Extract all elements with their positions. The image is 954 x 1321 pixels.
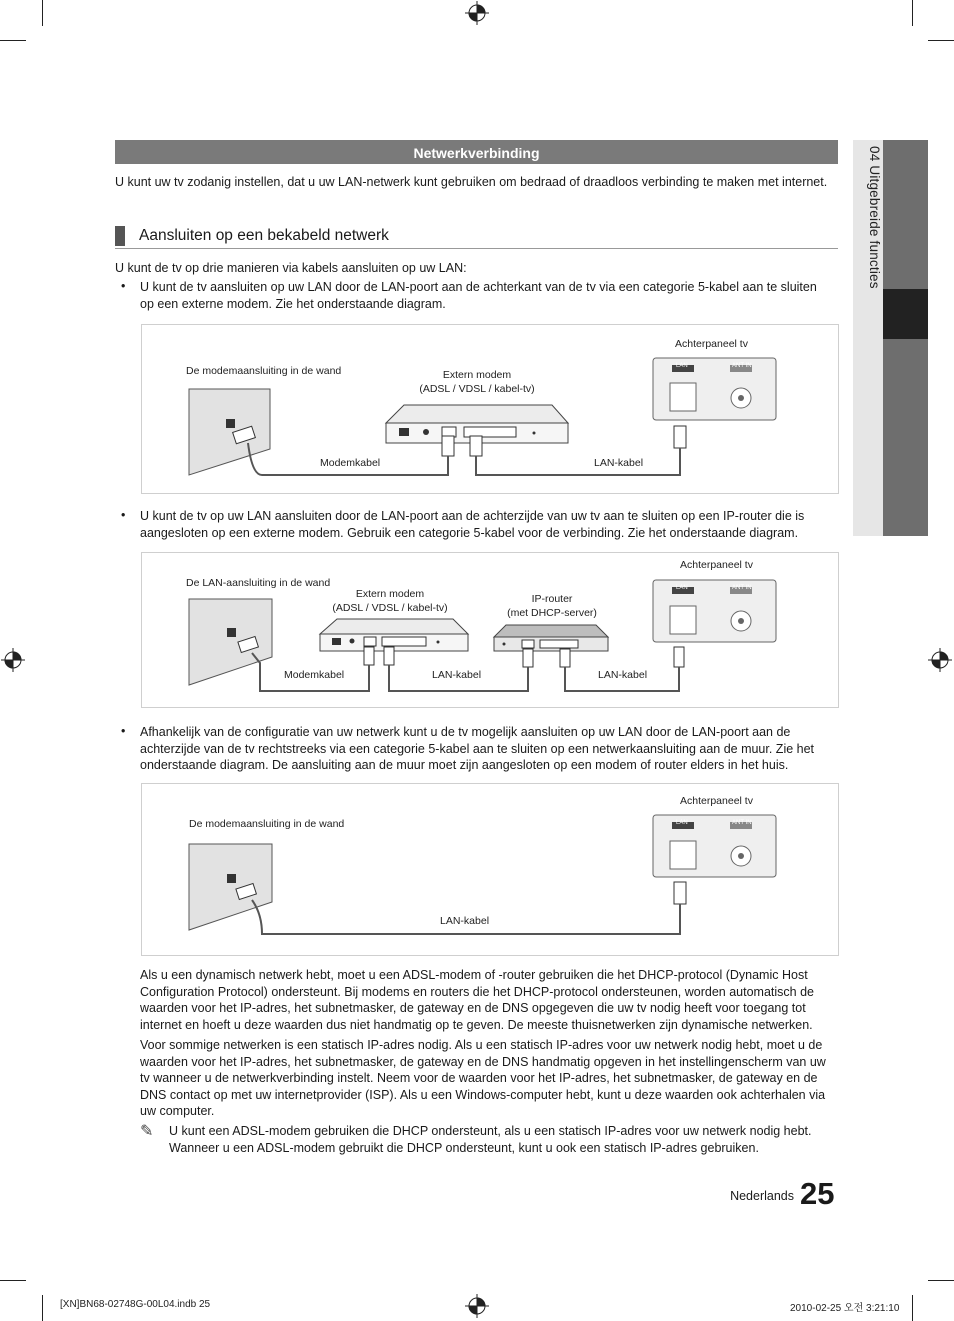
bullet-marker: •	[121, 279, 126, 293]
subheading-text: Aansluiten op een bekabeld netwerk	[139, 227, 389, 244]
registration-mark-bottom	[465, 1294, 489, 1318]
tv-plug-icon	[674, 647, 684, 667]
wall-label: De modemaansluiting in de wand	[186, 365, 342, 377]
modem-cable-label: Modemkabel	[320, 457, 381, 469]
modem-top	[320, 619, 468, 634]
lan-port-label: LAN	[676, 585, 688, 591]
diagram-router-connection	[141, 552, 839, 708]
lan-port-label: LAN	[676, 363, 688, 369]
ant-port-label: ANT IN	[732, 820, 752, 826]
lan-cable-label: LAN-kabel	[598, 669, 648, 681]
router-lan-ports-icon	[540, 640, 578, 648]
ant-port-label: ANT IN	[732, 363, 752, 369]
diagram-3-graphic	[142, 784, 838, 955]
antenna-port-center	[738, 618, 744, 624]
bullet-item: Afhankelijk van de configuratie van uw netwerk kunt u de tv mogelijk aansluiten op uw LAN door de LAN-poort aan de achterzijde van de tv rechtstreeks via een categorie 5-kabel aan te sluiten op een netwerkaansluiting aan de muur. Zie het onderstaande diagram. De aansluiting aan de muur moet zijn aangesloten op een modem of router elders in het huis.	[140, 725, 815, 773]
router-wan-port-icon	[522, 640, 534, 648]
tv-panel-label: Achterpaneel tv	[680, 559, 753, 571]
cable-plug-icon	[560, 649, 570, 667]
lan-cable-label: LAN-kabel	[440, 915, 490, 927]
lan-port-label: LAN	[676, 820, 688, 826]
lan-cable-label: LAN-kabel	[432, 669, 482, 681]
lan-cable	[476, 448, 680, 475]
modem-label-sub: (ADSL / VDSL / kabel-tv)	[332, 602, 448, 614]
diagram-wall-connection	[141, 783, 839, 956]
tv-plug-icon	[674, 882, 686, 904]
modem-power-icon	[423, 429, 429, 435]
modem-power-icon	[350, 639, 355, 644]
modem-cable-label: Modemkabel	[284, 669, 345, 681]
paragraph-dynamic-network: Als u een dynamisch netwerk hebt, moet u een ADSL-modem of -router gebruiken die het DHCP-protocol (Dynamic Host Configuration Protocol) ondersteunt. Bij modems en routers die het DHCP-protocol ondersteunen, worden automatisch de waarden voor het IP-adres, het subnetmasker, de gateway en de DNS opgegeven die uw tv nodig heeft voor toegang tot internet en hoeft u deze waarden dus niet handmatig op te geven. De meeste thuisnetwerken zijn dynamische netwerken.	[140, 968, 814, 1032]
tv-panel-label: Achterpaneel tv	[680, 795, 753, 807]
wall-label: De LAN-aansluiting in de wand	[186, 577, 331, 589]
side-tab-marker	[883, 289, 928, 339]
registration-mark-top	[465, 1, 489, 25]
router-label-sub: (met DHCP-server)	[507, 607, 597, 619]
modem-led-icon	[533, 432, 536, 435]
diagram-1-graphic	[142, 325, 838, 493]
print-file-info: [XN]BN68-02748G-00L04.indb 25	[60, 1299, 211, 1310]
wall-panel	[189, 389, 270, 475]
tv-plug-icon	[674, 426, 686, 448]
antenna-port-center	[738, 395, 744, 401]
lead-text: U kunt de tv op drie manieren via kabels aansluiten op uw LAN:	[115, 261, 467, 275]
subheading	[115, 226, 838, 249]
intro-text: U kunt uw tv zodanig instellen, dat u uw LAN-netwerk kunt gebruiken om bedraad of draadloos verbinding te maken met internet.	[115, 175, 828, 189]
lan-port-icon	[670, 841, 696, 869]
diagram-modem-connection	[141, 324, 839, 494]
modem-top	[386, 405, 568, 423]
footer-language: Nederlands	[730, 1189, 794, 1203]
modem-label: Extern modem	[442, 369, 512, 381]
bullet-marker: •	[121, 724, 126, 738]
modem-port-icon	[332, 638, 341, 645]
section-title: Netwerkverbinding	[115, 140, 838, 164]
cable-plug-icon	[384, 647, 394, 665]
registration-mark-right	[928, 648, 952, 672]
print-date-info: 2010-02-25 오전 3:21:10	[790, 1303, 900, 1314]
bullet-item: U kunt de tv op uw LAN aansluiten door de LAN-poort aan de achterzijde van uw tv aan te sluiten op een IP-router die is aangesloten op een externe modem. Gebruik een categorie 5-kabel voor de verbinding. Zie het onderstaande diagram.	[140, 509, 805, 540]
cable-plug-icon	[364, 647, 374, 665]
wall-socket-icon	[227, 874, 236, 883]
wall-label: De modemaansluiting in de wand	[189, 818, 345, 830]
cable-plug-icon	[442, 436, 454, 456]
bullet-marker: •	[121, 508, 126, 522]
page-number: 25	[800, 1176, 835, 1211]
note-text: U kunt een ADSL-modem gebruiken die DHCP ondersteunt, als u een statisch IP-adres voor uw netwerk nodig hebt. Wanneer u een ADSL-modem gebruikt die DHCP ondersteunt, kunt u ook een statisch IP-adres gebruiken.	[169, 1124, 812, 1155]
heading-marker	[115, 226, 125, 246]
ant-port-label: ANT IN	[732, 585, 752, 591]
modem-led-icon	[437, 641, 440, 644]
modem-lan-ports-icon	[382, 637, 426, 646]
cable-plug-icon	[523, 649, 533, 667]
wall-socket-icon	[226, 419, 235, 428]
modem-wan-port-icon	[364, 637, 376, 646]
lan-port-icon	[670, 606, 696, 634]
router-top	[494, 625, 608, 637]
modem-port-icon	[399, 428, 409, 436]
tv-panel-label: Achterpaneel tv	[675, 338, 748, 350]
lan-port-icon	[670, 383, 696, 411]
modem-label: Extern modem	[355, 588, 425, 600]
router-led-icon	[503, 643, 506, 646]
paragraph-static-network: Voor sommige netwerken is een statisch IP-adres nodig. Als u een statisch IP-adres voor uw netwerk nodig hebt, moet u de waarden voor het IP-adres, het subnetmasker, de gateway en de DNS handmatig opgeven in het instellingenscherm van uw tv wanneer u de netwerkverbinding instelt. Neem voor de waarden voor het IP-adres, het subnetmasker, de gateway en de DNS contact op met uw internetprovider (ISP). Als u een Windows-computer hebt, kunt u deze waarden ook achterhalen via uw computer.	[140, 1038, 826, 1119]
antenna-port-center	[738, 853, 744, 859]
wall-socket-icon	[227, 628, 236, 637]
note-icon: ✎	[140, 1123, 154, 1140]
router-label: IP-router	[531, 593, 573, 605]
modem-label-sub: (ADSL / VDSL / kabel-tv)	[419, 383, 535, 395]
side-tab-label: 04 Uitgebreide functies	[867, 146, 882, 289]
lan-cable-label: LAN-kabel	[594, 457, 644, 469]
cable-plug-icon	[470, 436, 482, 456]
bullet-item: U kunt de tv aansluiten op uw LAN door de LAN-poort aan de achterkant van de tv via een categorie 5-kabel aan te sluiten op een externe modem. Zie het onderstaande diagram.	[140, 280, 817, 311]
registration-mark-left	[1, 648, 25, 672]
